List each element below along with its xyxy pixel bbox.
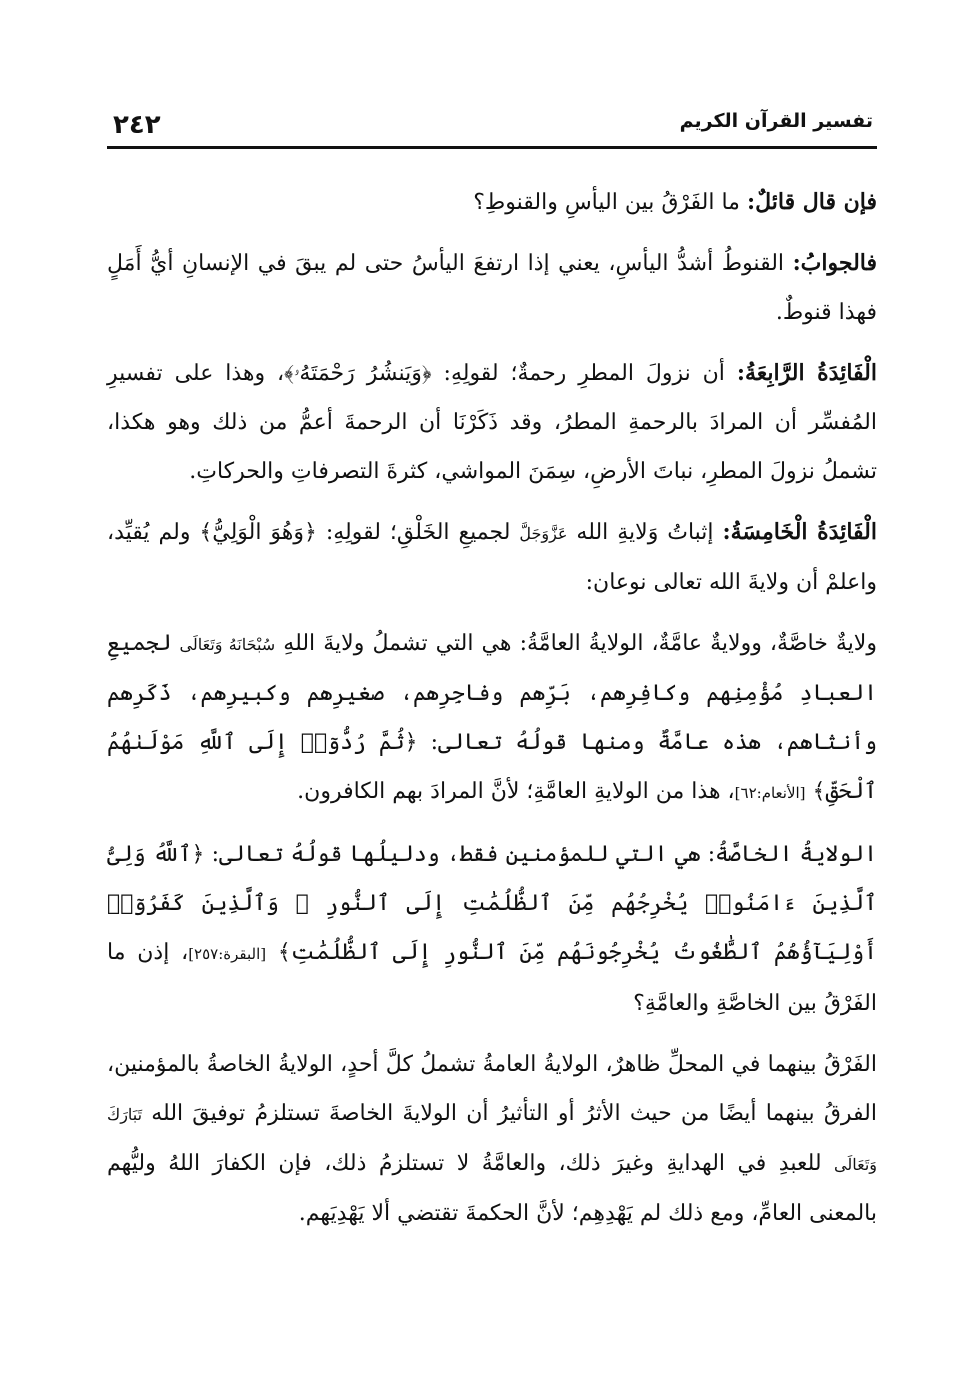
paragraph-text: القنوطُ أشدُّ اليأسِ، يعني إذا ارتفعَ اليأسُ حتى لم يبقَ في الإنسانِ أيُّ أَمَلٍ فهذا قنوطٌ.	[107, 251, 877, 325]
paragraph-text: لجميعِ الخَلْقِ؛ لقولِهِ:	[316, 520, 520, 545]
paragraph-text: ، وهذا على تفسيرِ المُفسِّر أن المرادَ بالرحمةِ المطرُ، وقد ذَكَرْنَا أن الرحمةَ أعمُّ من ذلك وهو هكذا، تشملُ نزولَ المطرِ، نباتَ الأرضِ، سِمَنَ المواشي، كثرةَ التصرفاتِ والحركاتِ.	[107, 361, 877, 484]
paragraph-text: الولايةُ الخاصَّةُ: هي التي للمؤمنين فقط، ودليلُها قولُهُ تعالى:	[204, 842, 877, 867]
quran-verse: ﴿وَهُوَ الْوَلِيُّ﴾	[199, 520, 317, 545]
page-body	[107, 178, 877, 1250]
page-number: ٢٤٢	[113, 110, 161, 140]
paragraph-text: ، إذن ما الفَرْقُ بين الخاصَّةِ والعامَّةِ؟	[107, 940, 877, 1016]
paragraph-answer	[107, 239, 877, 337]
quran-verse: ﴿ثُمَّ رُدُّوٓا۟ إِلَى ٱللَّهِ مَوْلَىٰهُمُ ٱلْحَقِّ﴾	[107, 730, 877, 804]
paragraph-lead: فإن قال قائلٌ:	[746, 189, 877, 215]
paragraph-text: أن نزولَ المطرِ رحمةٌ؛ لقولِهِ:	[431, 361, 737, 386]
paragraph-special-guardianship	[107, 830, 877, 1028]
paragraph-text: إثباتُ وَلايةِ الله	[567, 520, 723, 545]
paragraph-text: لجميعِ العبادِ مُؤْمِنِهم وكافِرِهم، بَرِّهم وفاجِرِهم، صغيرِهم وكبيرِهم، ذَكَرِهم وأنثاهم، هذه عامَّةٌ ومنها قولُهُ تعالى:	[107, 631, 877, 755]
paragraph-text: ولم يُقيِّد، واعلمْ أن ولايةَ الله تعالى نوعان:	[107, 520, 877, 595]
paragraph-lead: الْفَائِدَةُ الْخَامِسَةُ:	[722, 519, 877, 545]
honorific: عَزَّوَجَلَّ	[519, 524, 568, 543]
paragraph-text: ، هذا من الولايةِ العامَّةِ؛ لأنَّ المرادَ بهم الكافرون.	[297, 779, 735, 804]
verse-reference: [البقرة:٢٥٧]	[188, 945, 267, 963]
paragraph-difference	[107, 1040, 877, 1238]
paragraph-lead: الْفَائِدَةُ الرَّابِعَةُ:	[736, 360, 877, 386]
quran-verse: ﴿ٱللَّهُ وَلِىُّ ٱلَّذِينَ ءَامَنُوا۟ يُخْرِجُهُم مِّنَ ٱلظُّلُمَٰتِ إِلَى ٱلنُّورِ ۖ وَٱلَّذِينَ كَفَرُوٓا۟ أَوْلِيَآؤُهُمُ ٱلطَّٰغُوتُ يُخْرِجُونَهُم مِّنَ ٱلنُّورِ إِلَى ٱلظُّلُمَٰتِ﴾	[107, 842, 877, 965]
honorific: تَبَارَكَ وَتَعَالَى	[107, 1105, 877, 1174]
verse-reference: [الأنعام:٦٢]	[734, 784, 806, 802]
quran-verse: ﴿وَيَنشُرُ رَحْمَتَهُۥ﴾	[284, 361, 432, 386]
paragraph-text: ولايةٌ خاصَّةٌ، وولايةٌ عامَّةٌ، الولايةُ العامَّةُ: هي التي تشملُ ولايةَ اللهِ	[275, 631, 877, 656]
paragraph-lead: فالجوابُ:	[792, 250, 877, 276]
honorific: سُبْحَانَهُ وَتَعَالَى	[179, 635, 276, 654]
page-header	[107, 104, 877, 144]
paragraph-text: للعبدِ في الهدايةِ وغيرَ ذلك، والعامَّةُ لا تستلزمُ ذلك، فإن الكفارَ اللهُ وليُّهم بالمعنى العامِّ، ومع ذلك لم يَهْدِهِم؛ لأنَّ الحكمةَ تقتضي ألا يَهْدِيَهم.	[107, 1151, 877, 1226]
paragraph-fifth-benefit	[107, 508, 877, 607]
header-rule	[107, 146, 877, 149]
paragraph-text: ما الفَرْقُ بين اليأسِ والقنوطِ؟	[473, 190, 747, 215]
paragraph-fourth-benefit	[107, 349, 877, 496]
paragraph-general-guardianship	[107, 619, 877, 818]
paragraph-question	[107, 178, 877, 227]
book-title: تفسير القرآن الكريم	[679, 110, 873, 132]
paragraph-text: الفَرْقُ بينهما في المحلِّ ظاهرٌ، الولايةُ العامةُ تشملُ كلَّ أحدٍ، الولايةُ الخاصةُ بالمؤمنين، الفرقُ بينهما أيضًا من حيث الأثرُ أو التأثيرُ أن الولايةَ الخاصةَ تستلزمُ توفيقَ الله	[107, 1052, 877, 1126]
